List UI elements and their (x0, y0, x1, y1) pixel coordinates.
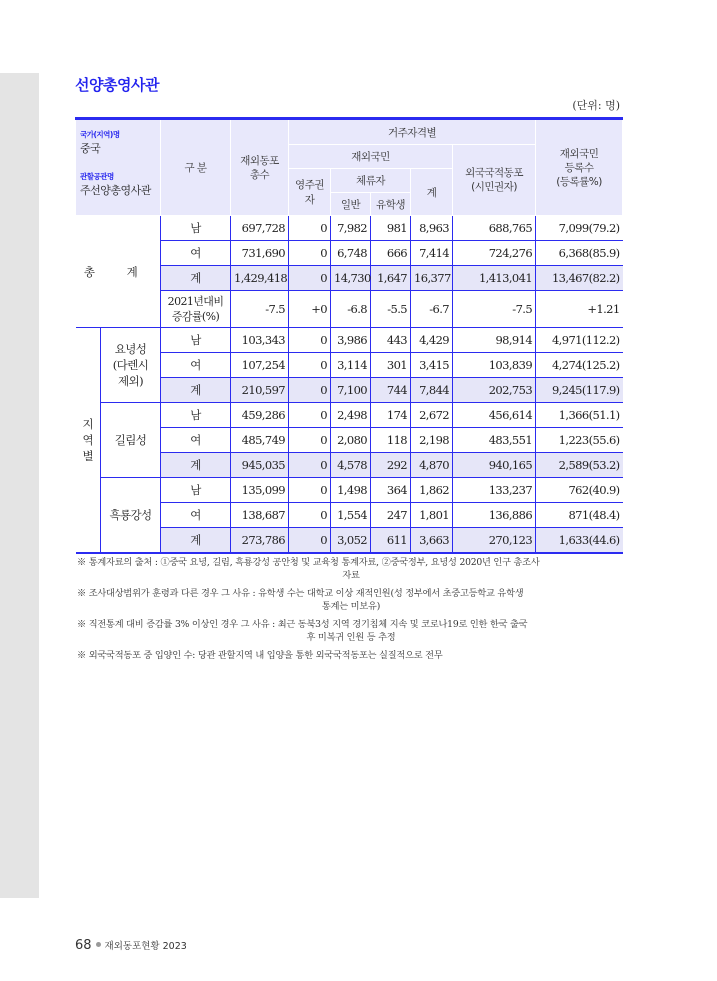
total-cell: 459,286 (231, 403, 289, 428)
registered-cell: 4,971(112.2) (536, 328, 623, 353)
subtotal-cell: 3,663 (411, 528, 453, 554)
subtotal-cell: 2,198 (411, 428, 453, 453)
permanent-cell: 0 (289, 241, 331, 266)
region-name: 흑룡강성 (101, 478, 161, 554)
subtotal-cell: 1,862 (411, 478, 453, 503)
subtotal-cell: 3,415 (411, 353, 453, 378)
total-cell: 945,035 (231, 453, 289, 478)
permanent-cell: 0 (289, 428, 331, 453)
subtotal-cell: 16,377 (411, 266, 453, 291)
subtotal-cell: 2,672 (411, 403, 453, 428)
permanent-cell: 0 (289, 403, 331, 428)
registered-cell: 2,589(53.2) (536, 453, 623, 478)
header-residency-group: 거주자격별 (289, 119, 536, 145)
registered-cell: 871(48.4) (536, 503, 623, 528)
table-header (76, 119, 623, 216)
foreign-cell: 136,886 (453, 503, 536, 528)
subtotal-cell: 8,963 (411, 216, 453, 241)
header-general: 일반 (331, 193, 371, 216)
foreign-cell: 483,551 (453, 428, 536, 453)
students-cell: 247 (371, 503, 411, 528)
registered-cell: 4,274(125.2) (536, 353, 623, 378)
gender-cell: 남 (161, 216, 231, 241)
table-row (76, 328, 623, 353)
general-cell: 4,578 (331, 453, 371, 478)
header-sojourners: 체류자 (331, 169, 411, 193)
students-cell: 443 (371, 328, 411, 353)
students-cell: 611 (371, 528, 411, 554)
gender-cell: 계 (161, 453, 231, 478)
foreign-cell: 688,765 (453, 216, 536, 241)
foreign-cell: 202,753 (453, 378, 536, 403)
gender-cell: 남 (161, 328, 231, 353)
subtotal-cell: 7,844 (411, 378, 453, 403)
total-cell: 138,687 (231, 503, 289, 528)
total-cell: 697,728 (231, 216, 289, 241)
total-cell: 485,749 (231, 428, 289, 453)
students-cell: 981 (371, 216, 411, 241)
permanent-cell: 0 (289, 528, 331, 554)
foreign-cell: 940,165 (453, 453, 536, 478)
change-total-cell: -7.5 (231, 291, 289, 328)
header-subtotal: 계 (411, 169, 453, 216)
note-item (77, 587, 625, 613)
change-permanent-cell: +0 (289, 291, 331, 328)
table-row (76, 478, 623, 503)
total-cell: 107,254 (231, 353, 289, 378)
note-text: ※ 조사대상범위가 훈령과 다른 경우 그 사유 : 유학생 수는 대학교 이상 재적인원(성 정부에서 초중고등학교 유학생 (77, 588, 524, 599)
header-nationals: 재외국민 (289, 145, 453, 169)
general-cell: 1,498 (331, 478, 371, 503)
registered-cell: 1,633(44.6) (536, 528, 623, 554)
country-label: 국가(지역)명 (80, 130, 120, 139)
header-total-overseas: 재외동포 총수 (231, 119, 289, 216)
permanent-cell: 0 (289, 503, 331, 528)
students-cell: 666 (371, 241, 411, 266)
total-cell: 1,429,418 (231, 266, 289, 291)
general-cell: 2,498 (331, 403, 371, 428)
general-cell: 14,730 (331, 266, 371, 291)
header-permanent: 영주권자 (289, 169, 331, 216)
gender-cell: 여 (161, 428, 231, 453)
page-footer (75, 938, 187, 953)
change-students-cell: -5.5 (371, 291, 411, 328)
note-item (77, 649, 625, 662)
publication-title: 재외동포현황 2023 (104, 941, 187, 952)
gender-cell: 여 (161, 241, 231, 266)
table-row (76, 403, 623, 428)
gender-cell: 여 (161, 353, 231, 378)
page-title: 선양총영사관 (75, 76, 159, 94)
general-cell: 3,986 (331, 328, 371, 353)
permanent-cell: 0 (289, 266, 331, 291)
gender-cell: 계 (161, 528, 231, 554)
country-value: 중국 (80, 142, 101, 155)
registered-cell: 6,368(85.9) (536, 241, 623, 266)
total-cell: 731,690 (231, 241, 289, 266)
mission-label: 관할공관명 (80, 172, 114, 181)
gender-cell: 계 (161, 266, 231, 291)
permanent-cell: 0 (289, 453, 331, 478)
permanent-cell: 0 (289, 478, 331, 503)
students-cell: 1,647 (371, 266, 411, 291)
side-margin-bar (0, 73, 39, 898)
registered-cell: 9,245(117.9) (536, 378, 623, 403)
by-region-label: 지 역 별 (76, 328, 101, 554)
general-cell: 2,080 (331, 428, 371, 453)
students-cell: 174 (371, 403, 411, 428)
foreign-cell: 1,413,041 (453, 266, 536, 291)
note-item (77, 618, 625, 644)
note-continuation: 통계는 미보유) (321, 601, 381, 612)
header-registered: 재외국민 등록수 (등록률%) (536, 119, 623, 216)
general-cell: 7,100 (331, 378, 371, 403)
general-cell: 6,748 (331, 241, 371, 266)
notes-section (77, 556, 625, 667)
foreign-cell: 456,614 (453, 403, 536, 428)
change-label: 2021년대비 증감률(%) (161, 291, 231, 328)
general-cell: 3,114 (331, 353, 371, 378)
total-cell: 135,099 (231, 478, 289, 503)
table-row (76, 216, 623, 241)
foreign-cell: 98,914 (453, 328, 536, 353)
gender-cell: 남 (161, 403, 231, 428)
bullet-dot-icon (96, 942, 101, 947)
note-text: ※ 직전통계 대비 증감률 3% 이상인 경우 그 사유 : 최근 동북3성 지역 경기침체 지속 및 코로나19로 인한 한국 출국 (77, 619, 528, 630)
gender-cell: 여 (161, 503, 231, 528)
total-cell: 273,786 (231, 528, 289, 554)
students-cell: 301 (371, 353, 411, 378)
note-item (77, 556, 625, 582)
total-cell: 103,343 (231, 328, 289, 353)
statistics-table (75, 117, 623, 554)
note-continuation: 자료 (342, 570, 360, 581)
unit-label: (단위: 명) (572, 99, 620, 112)
students-cell: 364 (371, 478, 411, 503)
subtotal-cell: 7,414 (411, 241, 453, 266)
header-category: 구 분 (161, 119, 231, 216)
page-number: 68 (75, 938, 92, 953)
table-body (76, 216, 623, 554)
registered-cell: 762(40.9) (536, 478, 623, 503)
foreign-cell: 724,276 (453, 241, 536, 266)
change-general-cell: -6.8 (331, 291, 371, 328)
general-cell: 1,554 (331, 503, 371, 528)
region-name: 길림성 (101, 403, 161, 478)
subtotal-cell: 4,429 (411, 328, 453, 353)
header-students: 유학생 (371, 193, 411, 216)
region-name: 요녕성 (다렌시 제외) (101, 328, 161, 403)
registered-cell: 1,366(51.1) (536, 403, 623, 428)
foreign-cell: 103,839 (453, 353, 536, 378)
general-cell: 7,982 (331, 216, 371, 241)
note-text: ※ 통계자료의 출처 : ①중국 요녕, 길림, 흑룡강성 공안청 및 교육청 통계자료, ②중국정부, 요녕성 2020년 인구 총조사 (77, 557, 540, 568)
change-foreign-cell: -7.5 (453, 291, 536, 328)
foreign-cell: 133,237 (453, 478, 536, 503)
subtotal-cell: 4,870 (411, 453, 453, 478)
registered-cell: 13,467(82.2) (536, 266, 623, 291)
foreign-cell: 270,123 (453, 528, 536, 554)
change-registered-cell: +1.21 (536, 291, 623, 328)
header-foreign-nationals: 외국국적동포 (시민권자) (453, 145, 536, 216)
gender-cell: 남 (161, 478, 231, 503)
students-cell: 744 (371, 378, 411, 403)
permanent-cell: 0 (289, 328, 331, 353)
note-text: ※ 외국국적동포 중 입양인 수: 당관 관할지역 내 입양을 통한 외국국적동포는 실질적으로 전무 (77, 650, 443, 661)
header-info-cell (76, 119, 161, 216)
permanent-cell: 0 (289, 216, 331, 241)
gender-cell: 계 (161, 378, 231, 403)
registered-cell: 1,223(55.6) (536, 428, 623, 453)
subtotal-cell: 1,801 (411, 503, 453, 528)
note-continuation: 후 미복귀 인원 등 추정 (306, 632, 396, 643)
permanent-cell: 0 (289, 353, 331, 378)
registered-cell: 7,099(79.2) (536, 216, 623, 241)
students-cell: 118 (371, 428, 411, 453)
totals-label: 총 계 (76, 216, 161, 328)
general-cell: 3,052 (331, 528, 371, 554)
change-subtotal-cell: -6.7 (411, 291, 453, 328)
permanent-cell: 0 (289, 378, 331, 403)
total-cell: 210,597 (231, 378, 289, 403)
mission-value: 주선양총영사관 (80, 184, 151, 197)
students-cell: 292 (371, 453, 411, 478)
